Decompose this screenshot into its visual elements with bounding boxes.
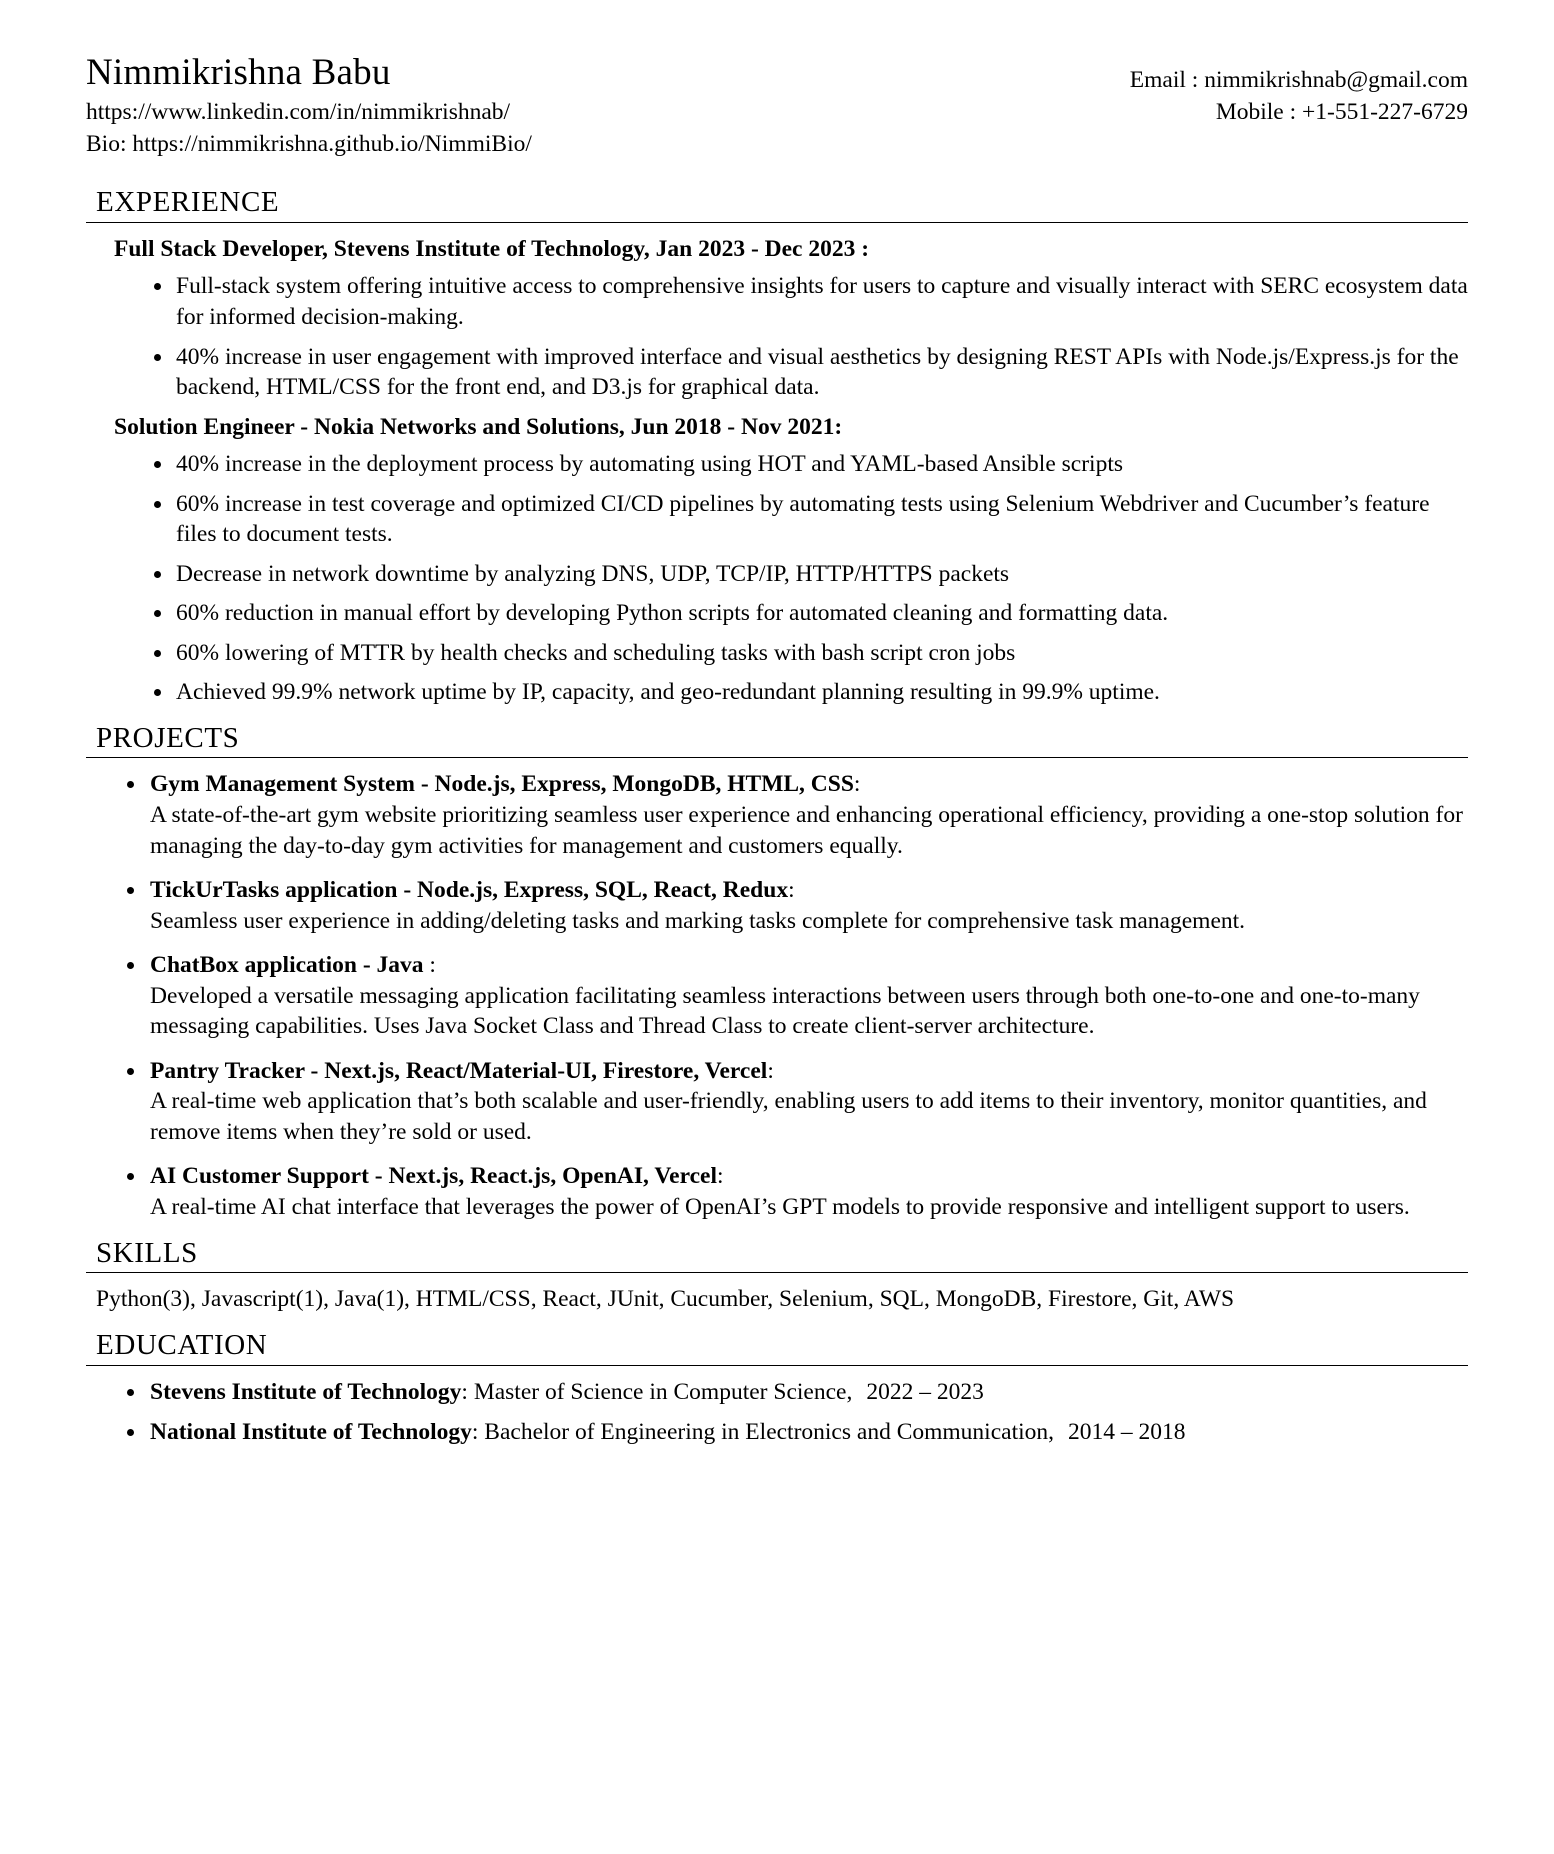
mobile-line: Mobile : +1-551-227-6729 [1215, 99, 1468, 126]
job-heading [86, 412, 1468, 443]
project-title: Pantry Tracker - Next.js, React/Material-UI, Firestore, Vercel [150, 1057, 768, 1084]
candidate-name: Nimmikrishna Babu [86, 52, 391, 93]
job-title-company-dates: Full Stack Developer, Stevens Institute of Technology, Jan 2023 - Dec 2023 [114, 235, 856, 262]
project-title: Gym Management System - Node.js, Express, MongoDB, HTML, CSS [150, 771, 854, 798]
education-separator: : [461, 1378, 474, 1405]
resume-header [86, 52, 1468, 160]
job-bullet: 40% increase in the deployment process by automating using HOT and YAML-based Ansible scripts [152, 449, 1468, 480]
education-school: National Institute of Technology [150, 1418, 472, 1445]
project-description: A real-time AI chat interface that leverages the power of OpenAI’s GPT models to provide responsive and intelligent support to users. [150, 1194, 1410, 1221]
education-dates: 2014 – 2018 [1068, 1418, 1186, 1445]
project-item [124, 1161, 1468, 1222]
section-heading-skills: SKILLS [96, 1236, 198, 1269]
project-title: TickUrTasks application - Node.js, Express, SQL, React, Redux [150, 877, 789, 904]
education-degree: Bachelor of Engineering in Electronics and Communication, [484, 1418, 1054, 1445]
project-title: ChatBox application - Java [150, 952, 424, 979]
job-bullet: Decrease in network downtime by analyzing DNS, UDP, TCP/IP, HTTP/HTTPS packets [152, 559, 1468, 590]
job-bullet: Achieved 99.9% network uptime by IP, capacity, and geo-redundant planning resulting in 99.9% uptime. [152, 677, 1468, 708]
education-school: Stevens Institute of Technology [150, 1378, 462, 1405]
section-divider [86, 222, 1468, 223]
project-title-suffix: : [717, 1163, 724, 1190]
bio-url[interactable]: Bio: https://nimmikrishna.github.io/NimmiBio/ [86, 130, 532, 157]
job-bullet-list [86, 271, 1468, 402]
education-section [86, 1329, 1468, 1448]
job-heading [86, 234, 1468, 265]
job-bullet: 60% increase in test coverage and optimized CI/CD pipelines by automating tests using Selenium Webdriver and Cucumber’s feature files to document tests. [152, 489, 1468, 550]
section-heading-experience: EXPERIENCE [96, 186, 280, 219]
experience-entry [86, 234, 1468, 403]
project-title: AI Customer Support - Next.js, React.js, OpenAI, Vercel [150, 1163, 718, 1190]
job-bullet: 40% increase in user engagement with improved interface and visual aesthetics by designing REST APIs with Node.js/Express.js for the backend, HTML/CSS for the front end, and D3.js for graphical data. [152, 342, 1468, 403]
job-bullet-list [86, 449, 1468, 708]
education-degree: Master of Science in Computer Science, [473, 1378, 853, 1405]
experience-entry [86, 412, 1468, 708]
education-list [86, 1377, 1468, 1448]
section-heading-projects: PROJECTS [96, 721, 240, 754]
education-dates: 2022 – 2023 [866, 1378, 984, 1405]
section-heading-education: EDUCATION [96, 1329, 268, 1362]
project-description: A real-time web application that’s both scalable and user-friendly, enabling users to add items to their inventory, monitor quantities, and remove items when they’re sold or used. [150, 1088, 1427, 1145]
projects-section [86, 722, 1468, 1223]
section-divider [86, 757, 1468, 758]
job-bullet: 60% reduction in manual effort by developing Python scripts for automated cleaning and formatting data. [152, 598, 1468, 629]
project-item [124, 950, 1468, 1042]
project-list [86, 769, 1468, 1222]
job-bullet: 60% lowering of MTTR by health checks and scheduling tasks with bash script cron jobs [152, 638, 1468, 669]
job-heading-suffix: : [855, 235, 870, 262]
job-bullet: Full-stack system offering intuitive access to comprehensive insights for users to capture and visually interact with SERC ecosystem data for informed decision-making. [152, 271, 1468, 332]
project-description: Developed a versatile messaging application facilitating seamless interactions between users through both one-to-one and one-to-many messaging capabilities. Uses Java Socket Class and Thread Class to create client-server architecture. [150, 982, 1420, 1040]
project-description: A state-of-the-art gym website prioritizing seamless user experience and enhancing operational efficiency, providing a one-stop solution for managing the day-to-day gym activities for management and customers equally. [150, 802, 1463, 859]
education-item [124, 1377, 1468, 1408]
skills-section [86, 1237, 1468, 1315]
header-identity [86, 52, 1130, 160]
section-divider [86, 1272, 1468, 1273]
project-item [124, 875, 1468, 936]
project-title-suffix: : [788, 877, 795, 904]
email-line[interactable]: Email : nimmikrishnab@gmail.com [1129, 67, 1468, 93]
project-item [124, 769, 1468, 861]
project-title-suffix: : [853, 771, 861, 798]
project-title-suffix: : [423, 952, 436, 979]
project-title-suffix: : [767, 1057, 774, 1084]
section-divider [86, 1365, 1468, 1366]
education-separator: : [471, 1418, 485, 1445]
project-description: Seamless user experience in adding/deleting tasks and marking tasks complete for comprehensive task management. [150, 907, 1246, 934]
education-item [124, 1417, 1468, 1448]
header-contact [1130, 52, 1468, 129]
job-title-company-dates: Solution Engineer - Nokia Networks and Solutions, Jun 2018 - Nov 2021 [114, 413, 835, 440]
job-heading-suffix: : [834, 413, 843, 440]
linkedin-url[interactable]: https://www.linkedin.com/in/nimmikrishnab/ [86, 99, 511, 126]
skills-list: Python(3), Javascript(1), Java(1), HTML/CSS, React, JUnit, Cucumber, Selenium, SQL, MongoDB, Firestore, Git, AWS [96, 1286, 1235, 1313]
project-item [124, 1056, 1468, 1148]
experience-section [86, 186, 1468, 708]
